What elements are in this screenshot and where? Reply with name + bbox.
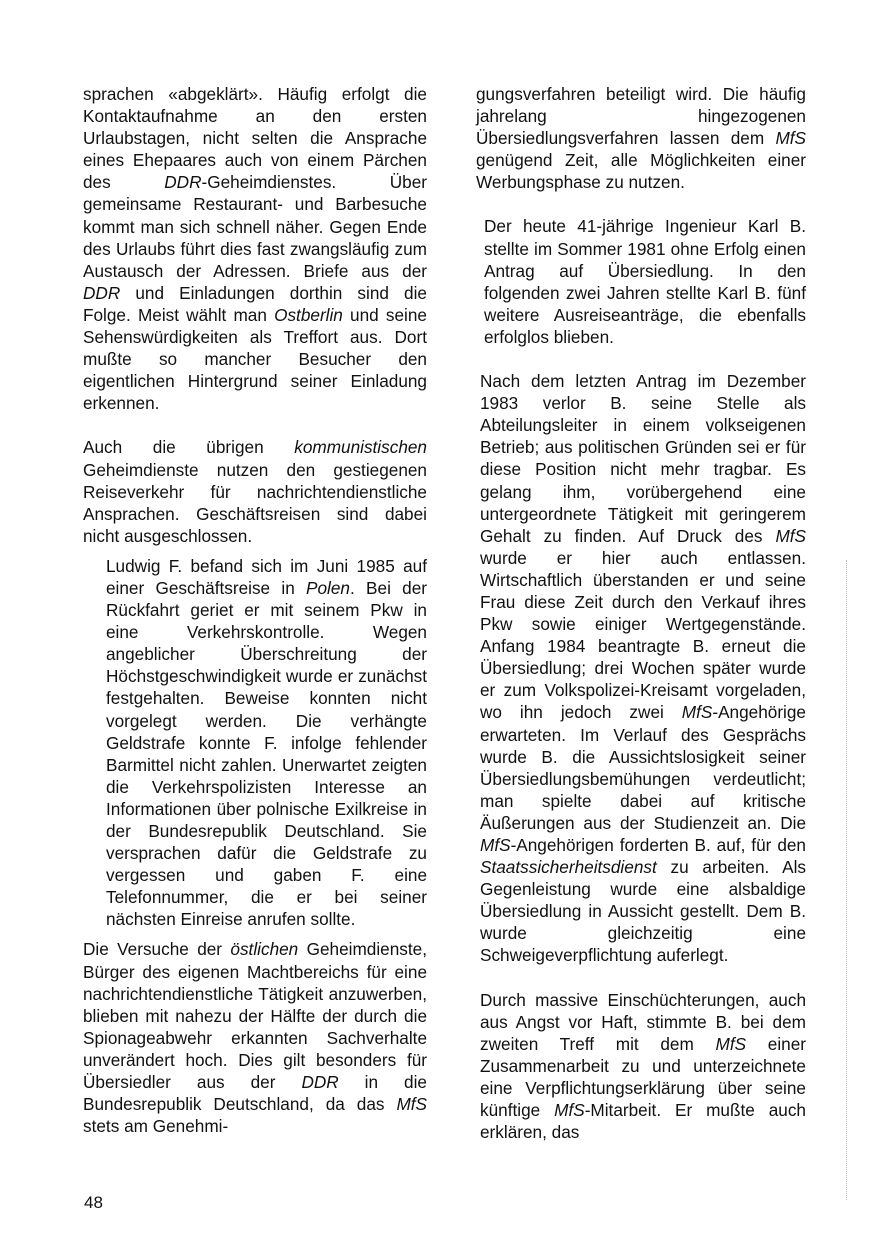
italic-term: MfS (775, 128, 806, 149)
italic-term: MfS (396, 1094, 427, 1115)
italic-term: DDR (164, 172, 202, 193)
italic-term: DDR (83, 282, 121, 303)
italic-term: Polen (306, 577, 350, 598)
right-paragraph-3: Nach dem letzten Antrag im Dezember 1983 verlor B. seine Stelle als Abteilungsleiter in einem volkseigenen Betrieb; aus politischen Gründen sei er für diese Position nicht mehr tragbar. Es gelang ihm, vorübergehend eine untergeordnete Tätigkeit mit geringerem Gehalt zu finden. Auf Druck des MfS wurde er hier auch entlassen. Wirtschaftlich überstanden er und seine Frau diese Zeit durch den Verkauf ihres Pkw sowie einiger Wertgegenstände. Anfang 1984 beantragte B. erneut die Übersiedlung; drei Wochen später wurde er zum Volkspolizei-Kreisamt vorgeladen, wo ihn jedoch zwei MfS-Angehörige erwarteten. Im Verlauf des Gesprächs wurde B. die Aussichtslosigkeit seiner Übersiedlungsbemühungen verdeutlicht; man spielte dabei auf kritische Äußerungen aus der Studienzeit an. Die MfS-Angehörigen forderten B. auf, für den Staatssicherheitsdienst zu arbeiten. Als Gegenleistung wurde eine alsbaldige Übersiedlung in Aussicht gestellt. Dem B. wurde gleichzeitig eine Schweigeverpflichtung auferlegt. (480, 371, 806, 966)
left-paragraph-1: sprachen «abgeklärt». Häufig erfolgt die Kontaktaufnahme an den ersten Urlaubstagen, nicht selten die Ansprache eines Ehepaares auch von einem Pärchen des DDR-Geheimdienstes. Über gemeinsame Restaurant- und Barbesuche kommt man sich schnell näher. Gegen Ende des Urlaubs führt dies fast zwangsläufig zum Austausch der Adressen. Briefe aus der DDR und Einladungen dorthin sind die Folge. Meist wählt man Ostberlin und seine Sehenswürdigkeiten als Treffort aus. Dort mußte so mancher Besucher den eigentlichen Hintergrund seiner Einladung erkennen. (83, 84, 427, 414)
italic-term: östlichen (230, 939, 299, 960)
right-paragraph-1: gungsverfahren beteiligt wird. Die häufig jahrelang hingezogenen Übersiedlungsverfahren lassen dem MfS genügend Zeit, alle Möglichkeiten einer Werbungsphase zu nutzen. (476, 84, 806, 193)
left-paragraph-2: Auch die übrigen kommunistischen Geheimdienste nutzen den gestiegenen Reiseverkehr für nachrichtendienstliche Ansprachen. Geschäftsreisen sind dabei nicht ausgeschlossen. (83, 437, 427, 546)
italic-term: MfS (554, 1100, 585, 1121)
left-column (83, 83, 427, 1137)
right-paragraph-4: Durch massive Einschüchterungen, auch aus Angst vor Haft, stimmte B. bei dem zweiten Treff mit dem MfS einer Zusammenarbeit zu und unterzeichnete eine Verpflichtungserklärung über seine künftige MfS-Mitarbeit. Er mußte auch erklären, das (480, 989, 807, 1143)
scan-edge (846, 560, 848, 1200)
italic-term: Ostberlin (274, 304, 343, 325)
italic-term: DDR (301, 1072, 339, 1093)
italic-term: MfS (480, 835, 511, 855)
italic-term: MfS (715, 1033, 747, 1054)
italic-term: MfS (775, 525, 806, 546)
case-example-karl: Der heute 41-jährige Ingenieur Karl B. stellte im Sommer 1981 ohne Erfolg einen Antrag auf Übersiedlung. In den folgenden zwei Jahren stellte Karl B. fünf weitere Ausreiseanträge, die ebenfalls erfolglos blieben. (484, 216, 806, 347)
right-column (476, 83, 806, 1143)
case-example-ludwig: Ludwig F. befand sich im Juni 1985 auf einer Geschäftsreise in Polen. Bei der Rückfahrt geriet er mit seinem Pkw in eine Verkehrskontrolle. Wegen angeblicher Überschreitung der Höchstgeschwindigkeit wurde er zunächst festgehalten. Beweise konnten nicht vorgelegt werden. Die verhängte Geldstrafe konnte F. infolge fehlender Barmittel nicht zahlen. Unerwartet zeigten die Verkehrspolizisten Interesse an Informationen über polnische Exilkreise in der Bundesrepublik Deutschland. Sie versprachen dafür die Geldstrafe zu vergessen und gaben F. eine Telefonnummer, die er bei seiner nächsten Einreise anrufen sollte. (106, 555, 427, 930)
page-number: 48 (84, 1193, 103, 1212)
left-paragraph-4: Die Versuche der östlichen Geheimdienste, Bürger des eigenen Machtbereichs für eine nachrichtendienstliche Tätigkeit anzuwerben, blieben mit nahezu der Hälfte der durch die Spionageabwehr erkannten Sachverhalte unverändert hoch. Dies gilt besonders für Übersiedler aus der DDR in die Bundesrepublik Deutschland, da das MfS stets am Genehmi- (83, 939, 427, 1137)
italic-term: kommunistischen (294, 437, 427, 458)
italic-term: Staatssicherheitsdienst (480, 857, 657, 878)
italic-term: MfS (681, 702, 713, 723)
